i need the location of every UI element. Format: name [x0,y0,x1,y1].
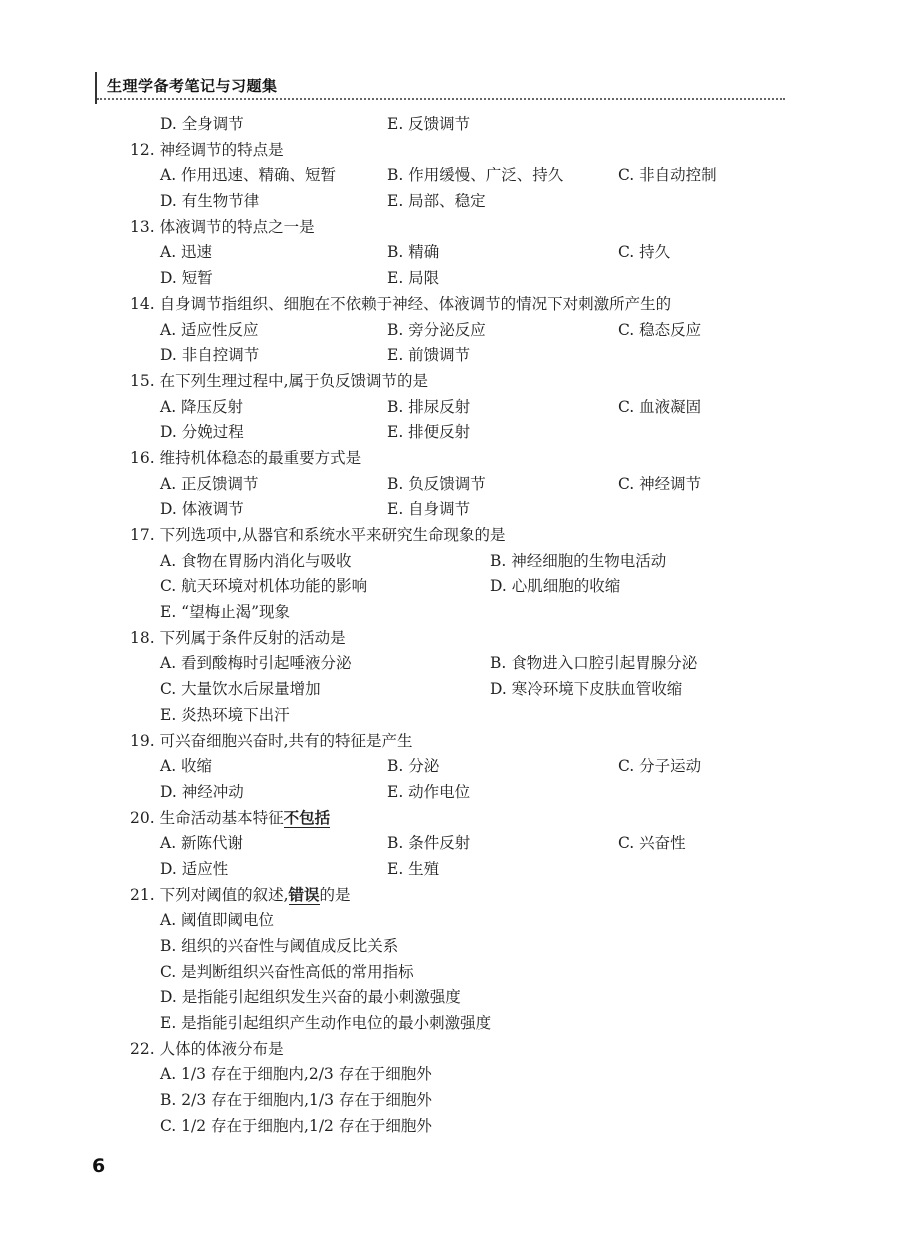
options-row [130,651,770,677]
question-stem [130,446,770,472]
answer-option: A. 1/3 存在于细胞内,2/3 存在于细胞外 [160,1065,432,1084]
answer-option: B. 条件反射 [387,834,471,853]
answer-option: A. 收缩 [160,757,213,776]
answer-option: A. 正反馈调节 [160,474,259,493]
stem-text [130,806,330,832]
options-row [130,1088,770,1114]
options-row [130,985,770,1011]
options-row [130,343,770,369]
stem-text: 13. 体液调节的特点之一是 [130,217,315,236]
answer-option: A. 阈值即阈电位 [160,911,275,930]
question-stem [130,806,770,832]
options-row [130,677,770,703]
question-stem [130,729,770,755]
options-row [130,189,770,215]
question-item [130,112,770,138]
stem-text-pre: 20. 生命活动基本特征 [130,808,284,827]
answer-option: E. 前馈调节 [387,346,471,365]
question-item [130,138,770,215]
stem-text: 17. 下列选项中,从器官和系统水平来研究生命现象的是 [130,526,506,544]
answer-option: E. 局部、稳定 [387,192,486,211]
question-item [130,729,770,806]
answer-option: C. 持久 [618,243,671,262]
question-stem [130,1037,770,1063]
options-row [130,600,770,626]
answer-option: B. 旁分泌反应 [387,320,486,339]
options-row [130,703,770,729]
answer-option: D. 有生物节律 [160,192,260,211]
question-stem [130,292,770,318]
answer-option: E. 炎热环境下出汗 [160,705,290,724]
answer-option: E. “望梅止渴”现象 [160,603,291,622]
options-row [130,395,770,421]
answer-option: A. 作用迅速、精确、短暂 [160,166,337,185]
answer-option: D. 分娩过程 [160,423,244,442]
stem-text: 18. 下列属于条件反射的活动是 [130,628,346,647]
answer-option: B. 神经细胞的生物电活动 [490,551,667,570]
stem-text [130,883,351,909]
stem-text-pre: 21. 下列对阈值的叙述, [130,885,289,904]
options-row [130,831,770,857]
options-row [130,497,770,523]
answer-option: A. 食物在胃肠内消化与吸收 [160,551,352,570]
stem-emphasis: 不包括 [283,808,331,827]
options-row [130,472,770,498]
stem-text: 22. 人体的体液分布是 [130,1039,284,1058]
running-header [95,58,785,100]
question-item [130,369,770,446]
options-row [130,1114,770,1140]
answer-option: D. 心肌细胞的收缩 [490,577,621,596]
answer-option: A. 新陈代谢 [160,834,244,853]
question-item [130,215,770,292]
answer-option: B. 作用缓慢、广泛、持久 [387,166,564,185]
question-list [130,112,770,1140]
options-row [130,240,770,266]
question-item [130,446,770,523]
options-row [130,780,770,806]
answer-option: B. 2/3 存在于细胞内,1/3 存在于细胞外 [160,1091,432,1110]
options-row [130,857,770,883]
answer-option: D. 短暂 [160,269,213,288]
options-row [130,420,770,446]
stem-text: 12. 神经调节的特点是 [130,140,284,159]
answer-option: E. 局限 [387,269,440,288]
options-row [130,1062,770,1088]
question-item [130,883,770,1037]
options-row [130,754,770,780]
options-row [130,1011,770,1037]
answer-option: E. 动作电位 [387,782,471,801]
options-row [130,266,770,292]
header-dotted-rule [97,98,785,100]
answer-option: C. 兴奋性 [618,834,686,853]
stem-emphasis: 错误 [288,885,320,904]
answer-option: C. 稳态反应 [618,320,702,339]
answer-option: D. 适应性 [160,859,229,878]
stem-text: 15. 在下列生理过程中,属于负反馈调节的是 [130,371,429,390]
page-number: 6 [92,1155,106,1177]
answer-option: B. 食物进入口腔引起胃腺分泌 [490,654,698,673]
question-item [130,806,770,883]
answer-option: E. 是指能引起组织产生动作电位的最小刺激强度 [160,1014,492,1033]
options-row [130,163,770,189]
answer-option: C. 大量饮水后尿量增加 [160,680,321,699]
answer-option: A. 迅速 [160,243,213,262]
answer-option: D. 是指能引起组织发生兴奋的最小刺激强度 [160,988,461,1007]
options-row [130,574,770,600]
answer-option: D. 非自控调节 [160,346,260,365]
options-row [130,908,770,934]
answer-option: B. 精确 [387,243,440,262]
question-item [130,292,770,369]
answer-option: B. 排尿反射 [387,397,471,416]
question-stem [130,215,770,241]
answer-option: E. 排便反射 [387,423,471,442]
answer-option: D. 神经冲动 [160,782,244,801]
stem-text: 19. 可兴奋细胞兴奋时,共有的特征是产生 [130,731,413,750]
question-stem [130,138,770,164]
answer-option: C. 神经调节 [618,474,702,493]
question-item [130,626,770,729]
answer-option: E. 生殖 [387,859,440,878]
options-row [130,960,770,986]
answer-option: C. 1/2 存在于细胞内,1/2 存在于细胞外 [160,1116,432,1135]
question-stem [130,523,770,549]
question-item [130,523,770,626]
stem-text: 14. 自身调节指组织、细胞在不依赖于神经、体液调节的情况下对刺激所产生的 [130,294,672,313]
answer-option: C. 航天环境对机体功能的影响 [160,577,368,596]
answer-option: B. 负反馈调节 [387,474,486,493]
answer-option: D. 寒冷环境下皮肤血管收缩 [490,680,683,699]
answer-option: B. 分泌 [387,757,440,776]
answer-option: A. 适应性反应 [160,320,259,339]
book-title: 生理学备考笔记与习题集 [107,77,278,95]
question-stem [130,883,770,909]
answer-option: C. 分子运动 [618,757,702,776]
answer-option: D. 体液调节 [160,500,244,519]
options-row [130,318,770,344]
answer-option: B. 组织的兴奋性与阈值成反比关系 [160,937,399,955]
question-stem [130,369,770,395]
options-row [130,112,770,138]
answer-option: E. 自身调节 [387,500,471,519]
question-stem [130,626,770,652]
stem-text-post: 的是 [319,885,351,904]
answer-option: C. 非自动控制 [618,166,717,185]
answer-option: C. 是判断组织兴奋性高低的常用指标 [160,962,414,981]
stem-text: 16. 维持机体稳态的最重要方式是 [130,448,362,467]
answer-option: E. 反馈调节 [387,115,471,133]
answer-option: A. 看到酸梅时引起唾液分泌 [160,654,352,673]
options-row [130,934,770,960]
question-item [130,1037,770,1140]
answer-option: C. 血液凝固 [618,397,702,416]
answer-option: A. 降压反射 [160,397,244,416]
options-row [130,549,770,575]
answer-option: D. 全身调节 [160,115,244,133]
